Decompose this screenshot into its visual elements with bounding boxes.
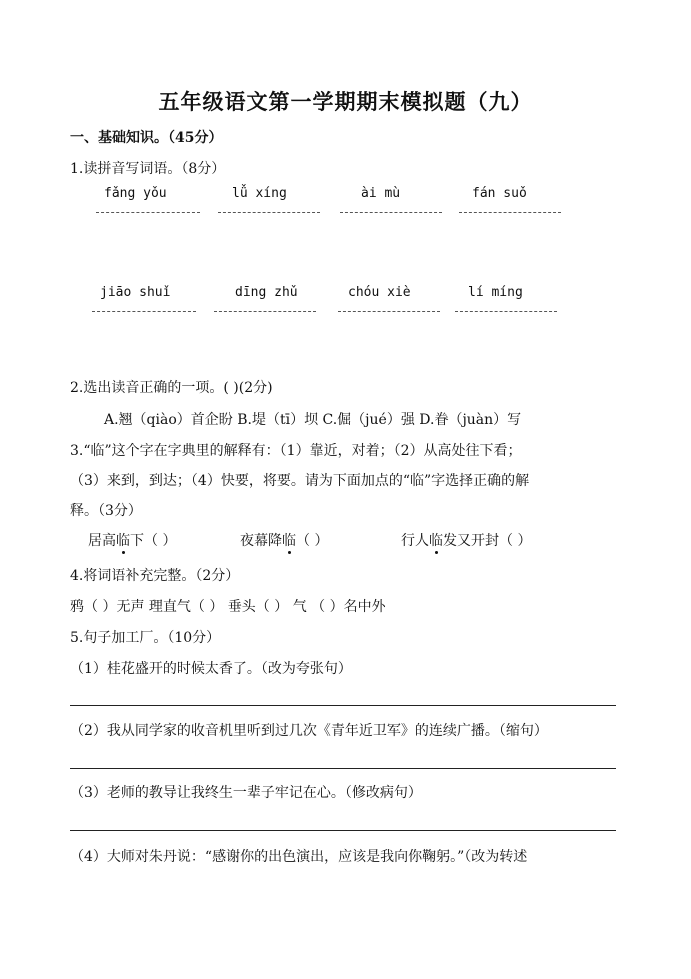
question-5-label: 5.句子加工厂。（10分） xyxy=(70,630,221,646)
question-1-label: 1.读拼音写词语。（8分） xyxy=(70,161,226,177)
pinyin-6: dīng zhǔ xyxy=(235,285,298,300)
answer-line[interactable] xyxy=(70,830,616,831)
item-text: 夜幕降 xyxy=(240,533,282,549)
pinyin-5: jiāo shuǐ xyxy=(100,285,171,300)
question-3-item-2 xyxy=(240,530,328,550)
question-4-label: 4.将词语补充完整。（2分） xyxy=(70,568,240,584)
pinyin-8: lí míng xyxy=(468,285,523,300)
pinyin-1: fǎng yǒu xyxy=(104,186,167,201)
answer-blank[interactable] xyxy=(92,311,196,312)
question-5-sentence-3: （3）老师的教导让我终生一辈子牢记在心。（修改病句） xyxy=(70,785,422,801)
answer-blank[interactable] xyxy=(338,311,440,312)
question-5-sentence-4: （4）大师对朱丹说：“感谢你的出色演出，应该是我向你鞠躬。”（改为转述 xyxy=(70,849,528,865)
pinyin-3: ài mù xyxy=(361,186,401,201)
answer-blank[interactable] xyxy=(214,311,316,312)
question-3-item-3 xyxy=(401,530,531,550)
pinyin-2: lǚ xíng xyxy=(232,186,287,201)
question-3-line-1: 3.“临”这个字在字典里的解释有：（1）靠近，对着；（2）从高处往下看； xyxy=(70,443,522,459)
question-3-line-2: （3）来到，到达；（4）快要，将要。请为下面加点的“临”字选择正确的解 xyxy=(70,473,530,489)
dotted-char: 临 xyxy=(116,530,130,550)
dotted-char: 临 xyxy=(429,530,443,550)
answer-line[interactable] xyxy=(70,705,616,706)
answer-line[interactable] xyxy=(70,768,616,769)
answer-blank[interactable] xyxy=(340,212,442,213)
item-text: 行人 xyxy=(401,533,429,549)
answer-blank[interactable] xyxy=(96,212,200,213)
item-text: （ ） xyxy=(296,533,329,549)
item-text: 居高 xyxy=(88,533,116,549)
item-text: 下（ ） xyxy=(130,533,177,549)
pinyin-7: chóu xiè xyxy=(348,285,411,300)
question-5-sentence-2: （2）我从同学家的收音机里听到过几次《青年近卫军》的连续广播。（缩句） xyxy=(70,723,548,739)
question-2-label: 2.选出读音正确的一项。( )(2分) xyxy=(70,380,273,396)
question-5-sentence-1: （1）桂花盛开的时候太香了。（改为夸张句） xyxy=(70,661,352,677)
item-text: 发又开封（ ） xyxy=(443,533,532,549)
dotted-char: 临 xyxy=(282,530,296,550)
question-3-item-1 xyxy=(88,530,176,550)
question-4-items: 鸦（ ）无声 理直气（ ） 垂头（ ） 气 （ ）名中外 xyxy=(70,599,386,615)
answer-blank[interactable] xyxy=(459,212,561,213)
section-heading: 一、基础知识。（45分） xyxy=(70,130,223,146)
question-2-options: A.翘（qiào）首企盼 B.堤（tī）坝 C.倔（jué）强 D.眷（juàn）写 xyxy=(104,412,522,428)
question-3-line-3: 释。（3分） xyxy=(70,503,142,519)
pinyin-4: fán suǒ xyxy=(472,186,527,201)
page-title: 五年级语文第一学期期末模拟题（九） xyxy=(158,89,533,114)
answer-blank[interactable] xyxy=(455,311,557,312)
answer-blank[interactable] xyxy=(218,212,320,213)
